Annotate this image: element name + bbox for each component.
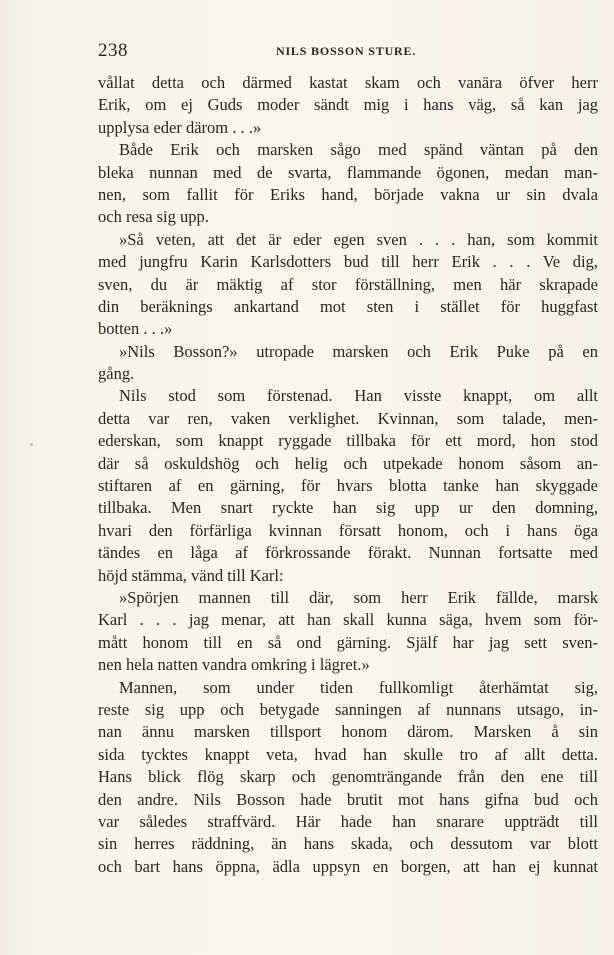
text-line: upplysa eder därom . . .» xyxy=(98,117,262,137)
text-line: sven, du är mäktig af stor förställning, men här skrapade xyxy=(98,274,598,294)
text-line: bleka nunnan med de svarta, flammande ögonen, medan man- xyxy=(98,162,598,182)
text-line: nen, som fallit för Eriks hand, började vakna ur sin dvala xyxy=(98,184,598,204)
text-line: tändes en låga af förkrossande förakt. Nunnan fortsatte med xyxy=(98,543,598,563)
text-line: Nils stod som förstenad. Han visste knappt, om allt xyxy=(119,386,598,406)
text-line: Både Erik och marsken sågo med spänd väntan på den xyxy=(119,140,598,160)
paper-spot xyxy=(30,443,33,446)
text-line: och resa sig upp. xyxy=(98,207,209,227)
text-line: Erik, om ej Guds moder sändt mig i hans väg, så kan jag xyxy=(98,95,598,115)
text-line: mått honom till en så ond gärning. Själf har jag sett sven- xyxy=(98,632,598,652)
text-line: detta var ren, vaken verklighet. Kvinnan, som talade, men- xyxy=(98,408,598,428)
text-line: nan ännu marsken tillsport honom därom. Marsken å sin xyxy=(98,722,598,742)
text-line: sida tycktes knappt veta, hvad han skulle tro af allt detta. xyxy=(98,744,598,764)
text-line: hvari den förfärliga kvinnan försatt honom, och i hans öga xyxy=(98,520,598,540)
text-line: sin herres räddning, än hans skada, och dessutom var blott xyxy=(98,834,598,854)
page-number: 238 xyxy=(98,40,128,61)
running-head: NILS BOSSON STURE. xyxy=(276,44,417,58)
text-line: den andre. Nils Bosson hade brutit mot hans gifna bud och xyxy=(98,789,598,809)
text-line: »Så veten, att det är eder egen sven . . . han, som kommit xyxy=(119,229,598,249)
text-line: botten . . .» xyxy=(98,319,173,339)
text-line: reste sig upp och betygade sanningen af nunnans utsago, in- xyxy=(98,699,598,719)
text-line: Hans blick flög skarp och genomträngande från den ene till xyxy=(98,767,598,787)
text-line: din beräknings ankartand mot sten i stället för huggfast xyxy=(98,296,598,316)
text-line: »Spörjen mannen till där, som herr Erik fällde, marsk xyxy=(119,587,598,607)
text-line: tillbaka. Men snart ryckte han sig upp ur den domning, xyxy=(98,498,598,518)
text-line: och bart hans öppna, ädla uppsyn en borgen, att han ej kunnat xyxy=(98,856,598,876)
text-line: där så oskuldshög och helig och utpekade honom såsom an- xyxy=(98,453,598,473)
text-line: höjd stämma, vänd till Karl: xyxy=(98,565,284,585)
text-line: med jungfru Karin Karlsdotters bud till herr Erik . . . Ve dig, xyxy=(98,252,598,272)
text-line: Karl . . . jag menar, att han skall kunna säga, hvem som för- xyxy=(98,610,598,630)
page-header xyxy=(98,40,598,64)
text-line: stiftaren af en gärning, för hvars blotta tanke han skyggade xyxy=(98,476,598,496)
text-line: ederskan, som knappt ryggade tillbaka för ett mord, hon stod xyxy=(98,431,598,451)
text-line: nen hela natten vandra omkring i lägret.» xyxy=(98,655,370,675)
body-text xyxy=(98,72,598,878)
text-line: »Nils Bosson?» utropade marsken och Erik Puke på en xyxy=(119,341,598,361)
text-line: gång. xyxy=(98,364,135,384)
text-line: var således straffvärd. Här hade han snarare uppträdt till xyxy=(98,811,598,831)
text-line: vållat detta och därmed kastat skam och vanära öfver herr xyxy=(98,73,598,92)
text-line: Mannen, som under tiden fullkomligt återhämtat sig, xyxy=(119,677,598,697)
